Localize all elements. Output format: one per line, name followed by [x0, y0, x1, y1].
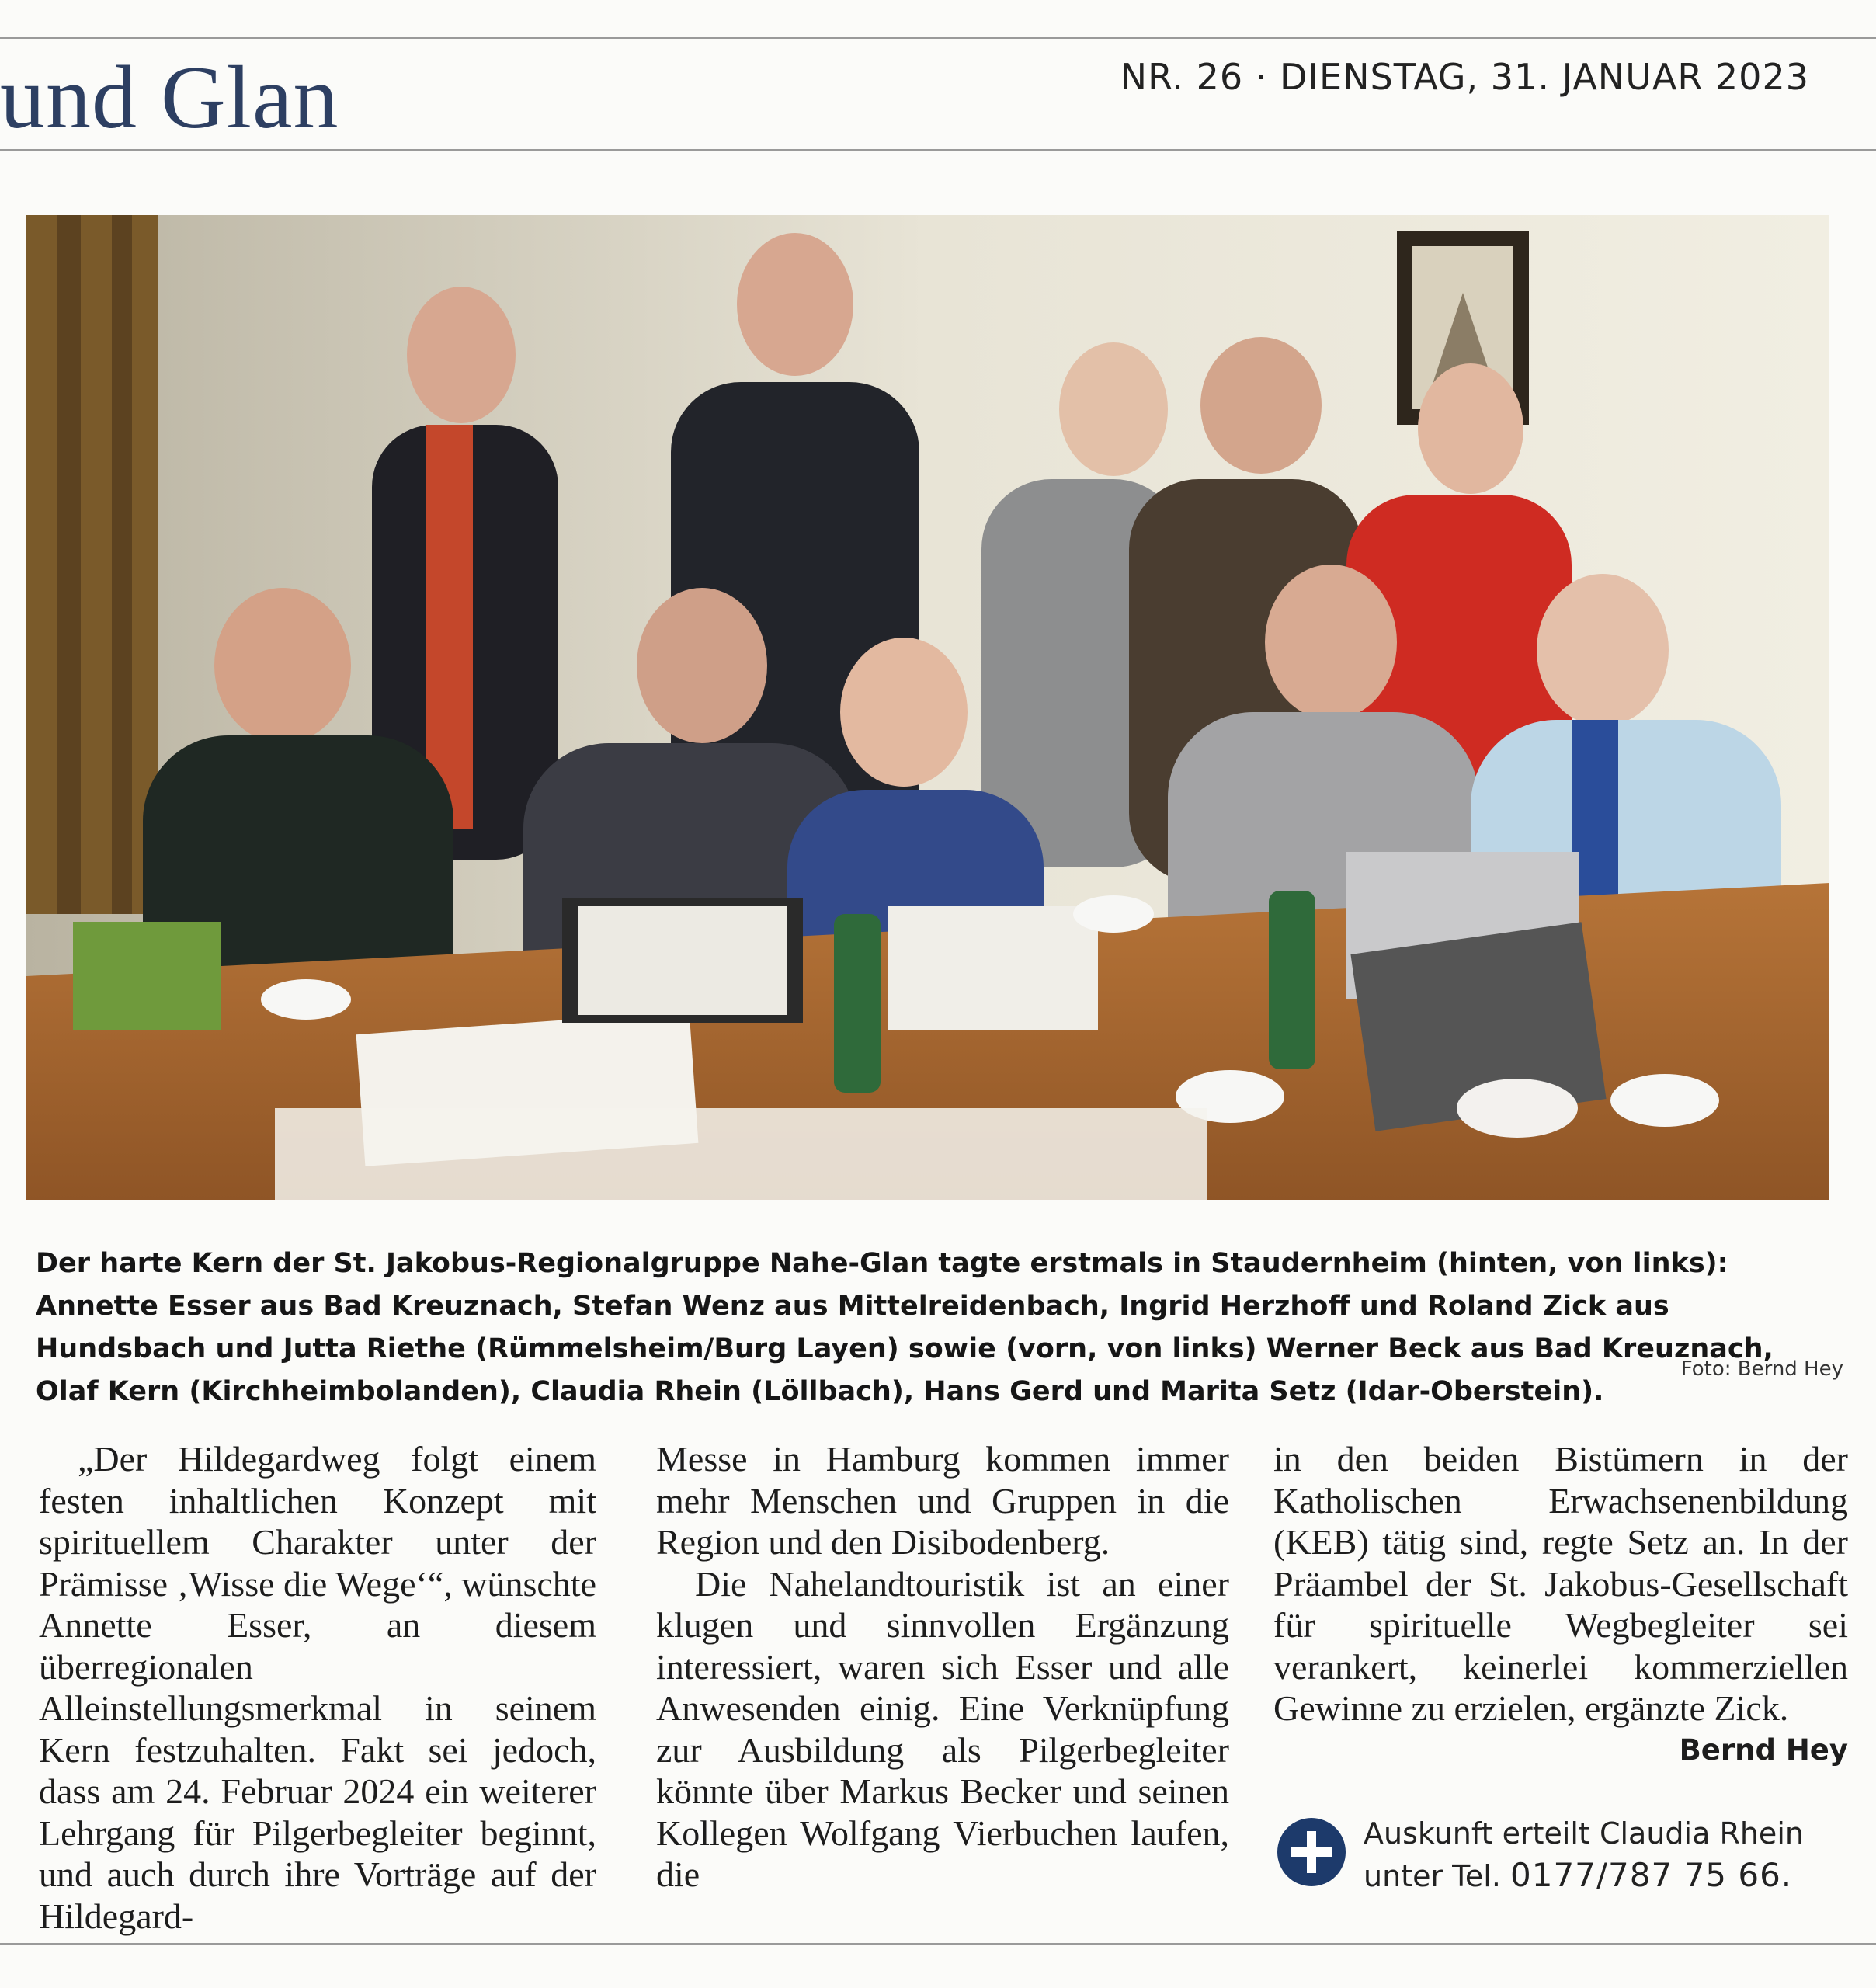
info-text	[1364, 1812, 1804, 1897]
article-column-2	[656, 1438, 1229, 1896]
plus-circle-icon	[1277, 1817, 1346, 1887]
article-paragraph	[1273, 1438, 1848, 1767]
article-column-1	[39, 1438, 596, 1937]
article-paragraph-text: in den beiden Bistümern in der Katholischen Erwachsenenbildung (KEB) tätig sind, regte Setz an. In der Präambel der St. Jakobus-Gesellschaft für spirituelle Wegbegleiter sei verankert, keinerlei kommerziellen Gewinne zu erzielen, ergänzte Zick.	[1273, 1439, 1848, 1728]
info-phone: 0177/787 75 66.	[1510, 1856, 1793, 1894]
info-line-1: Auskunft erteilt Claudia Rhein	[1364, 1816, 1804, 1851]
article-column-3	[1273, 1438, 1848, 1771]
info-line-2	[1364, 1854, 1804, 1897]
article-paragraph: Die Nahelandtouristik ist an einer klugen und sinnvollen Ergänzung interessiert, waren sich Esser und alle Anwesenden einig. Eine Verknüpfung zur Ausbildung als Pilgerbegleiter könnte über Markus Becker und seinen Kollegen Wolfgang Vierbuchen laufen, die	[656, 1563, 1229, 1894]
info-phone-prefix: unter Tel.	[1364, 1859, 1501, 1893]
info-box	[1273, 1803, 1833, 1904]
masthead-rule	[0, 149, 1876, 151]
bottom-rule	[0, 1943, 1876, 1945]
top-rule	[0, 37, 1876, 39]
photo-caption: Der harte Kern der St. Jakobus-Regionalgruppe Nahe-Glan tagte erstmals in Staudernheim (hinten, von links): Annette Esser aus Bad Kreuznach, Stefan Wenz aus Mittelreidenbach, Ingrid Herzhoff und Roland Zick aus Hundsbach und Jutta Riethe (Rümmelsheim/Burg Layen) sowie (vorn, von links) Werner Beck aus Bad Kreuznach, Olaf Kern (Kirchheimbolanden), Claudia Rhein (Löllbach), Hans Gerd und Marita Setz (Idar-Oberstein).	[36, 1248, 1774, 1407]
group-photo	[26, 215, 1829, 1200]
author-byline: Bernd Hey	[1679, 1733, 1848, 1767]
masthead-title: und Glan	[0, 48, 339, 148]
article-paragraph: Messe in Hamburg kommen immer mehr Menschen und Gruppen in die Region und den Disibodenberg.	[656, 1439, 1229, 1562]
issue-date-line: NR. 26 · DIENSTAG, 31. JANUAR 2023	[1120, 56, 1809, 98]
photo-credit: Foto: Bernd Hey	[1680, 1357, 1843, 1381]
article-paragraph: „Der Hildegardweg folgt einem festen inhaltlichen Konzept mit spirituellem Charakter unter der Prämisse ‚Wisse die Wege‘“, wünschte Annette Esser, an diesem überregionalen Alleinstellungsmerkmal in seinem Kern festzuhalten. Fakt sei jedoch, dass am 24. Februar 2024 ein weiterer Lehrgang für Pilgerbegleiter beginnt, und auch durch ihre Vorträge auf der Hildegard-	[39, 1439, 596, 1936]
